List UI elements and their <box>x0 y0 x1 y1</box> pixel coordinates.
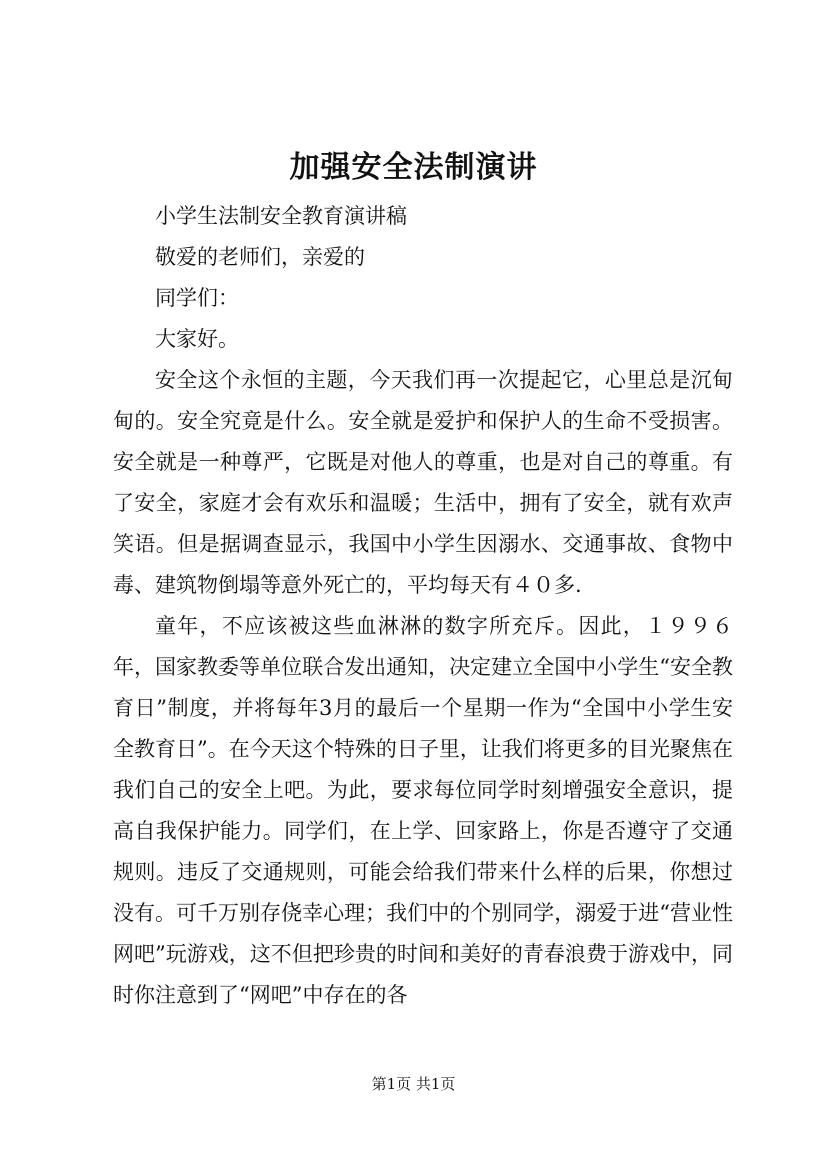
page-footer: 第1页 共1页 <box>371 1075 456 1093</box>
body-paragraph: 童年，不应该被这些血淋淋的数字所充斥。因此，１９９６年，国家教委等单位联合发出通知，决定建立全国中小学生“安全教育日”制度，并将每年3月的最后一个星期一作为“全国中小学生安全教育日”。在今天这个特殊的日子里，让我们将更多的目光聚焦在我们自己的安全上吧。为此，要求每位同学时刻增强安全意识，提高自我保护能力。同学们，在上学、回家路上，你是否遵守了交通规则。违反了交通规则，可能会给我们带来什么样的后果，你想过没有。可千万别存侥幸心理；我们中的个别同学，溺爱于进“营业性网吧”玩游戏，这不但把珍贵的时间和美好的青春浪费于游戏中，同时你注意到了“网吧”中存在的各 <box>113 614 733 1007</box>
body-paragraph: 安全这个永恒的主题，今天我们再一次提起它，心里总是沉甸甸的。安全究竟是什么。安全就是爱护和保护人的生命不受损害。安全就是一种尊严，它既是对他人的尊重，也是对自己的尊重。有了安全，家庭才会有欢乐和温暖；生活中，拥有了安全，就有欢声笑语。但是据调查显示，我国中小学生因溺水、交通事故、食物中毒、建筑物倒塌等意外死亡的，平均每天有４０多. <box>113 368 733 597</box>
salutation-continued-paragraph: 同学们： <box>155 286 239 310</box>
subtitle-paragraph: 小学生法制安全教育演讲稿 <box>155 204 407 228</box>
document-body <box>113 196 733 1016</box>
salutation-paragraph: 敬爱的老师们，亲爱的 <box>155 245 365 269</box>
greeting-paragraph: 大家好。 <box>155 327 239 351</box>
document-title: 加强安全法制演讲 <box>289 150 538 185</box>
